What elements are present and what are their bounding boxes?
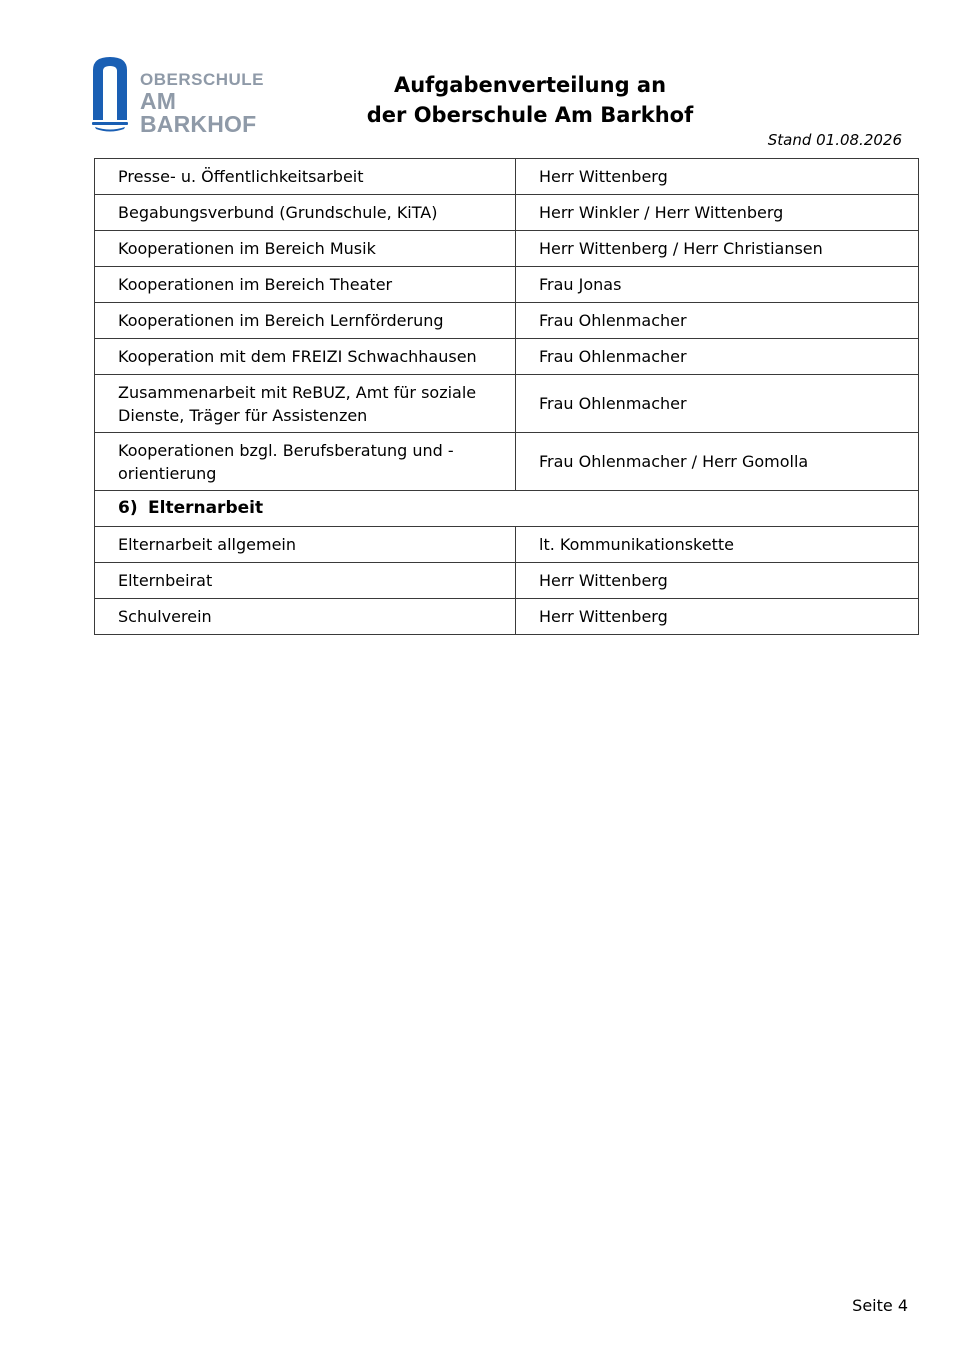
person-cell: Herr Wittenberg (516, 599, 919, 635)
person-cell: Frau Jonas (516, 267, 919, 303)
page-number: Seite 4 (852, 1296, 908, 1315)
person-cell: Herr Wittenberg / Herr Christiansen (516, 231, 919, 267)
table-row (95, 267, 919, 303)
table-row (95, 231, 919, 267)
section-header-row (95, 491, 919, 527)
title-line-1: Aufgabenverteilung an (393, 73, 667, 97)
person-cell: Herr Winkler / Herr Wittenberg (516, 195, 919, 231)
person-cell: Herr Wittenberg (516, 159, 919, 195)
section-title: Elternarbeit (148, 498, 264, 518)
document-title (360, 70, 700, 130)
person-cell: Frau Ohlenmacher (516, 375, 919, 433)
task-line: Dienste, Träger für Assistenzen (118, 405, 368, 425)
person-cell: Frau Ohlenmacher / Herr Gomolla (516, 433, 919, 491)
task-cell (95, 433, 516, 491)
table-row (95, 433, 919, 491)
task-cell: Begabungsverbund (Grundschule, KiTA) (95, 195, 516, 231)
task-cell (95, 375, 516, 433)
task-cell: Schulverein (95, 599, 516, 635)
school-logo (90, 54, 290, 137)
task-line: Kooperationen bzgl. Berufsberatung und - (118, 440, 454, 460)
task-cell: Elternbeirat (95, 563, 516, 599)
person-cell: Frau Ohlenmacher (516, 303, 919, 339)
table-row (95, 303, 919, 339)
person-cell: Frau Ohlenmacher (516, 339, 919, 375)
table-row (95, 159, 919, 195)
task-cell: Presse- u. Öffentlichkeitsarbeit (95, 159, 516, 195)
section-heading (95, 491, 919, 527)
school-logo-icon (90, 54, 134, 134)
person-cell: lt. Kommunikationskette (516, 527, 919, 563)
task-table (94, 158, 919, 635)
logo-text-line2: AM BARKHOF (140, 88, 257, 137)
table-row (95, 339, 919, 375)
task-cell: Elternarbeit allgemein (95, 527, 516, 563)
task-cell: Kooperationen im Bereich Musik (95, 231, 516, 267)
task-line: Zusammenarbeit mit ReBUZ, Amt für soziale (118, 382, 477, 402)
person-cell: Herr Wittenberg (516, 563, 919, 599)
table-row (95, 527, 919, 563)
task-cell: Kooperationen im Bereich Lernförderung (95, 303, 516, 339)
title-line-2: der Oberschule Am Barkhof (366, 103, 694, 127)
task-line: orientierung (118, 463, 217, 483)
logo-text-line1: OBERSCHULE (140, 70, 265, 89)
task-cell: Kooperation mit dem FREIZI Schwachhausen (95, 339, 516, 375)
section-number: 6) (118, 498, 138, 518)
table-row (95, 599, 919, 635)
table-row (95, 195, 919, 231)
task-cell: Kooperationen im Bereich Theater (95, 267, 516, 303)
table-row (95, 375, 919, 433)
stand-date: Stand 01.08.2026 (767, 131, 902, 149)
table-row (95, 563, 919, 599)
